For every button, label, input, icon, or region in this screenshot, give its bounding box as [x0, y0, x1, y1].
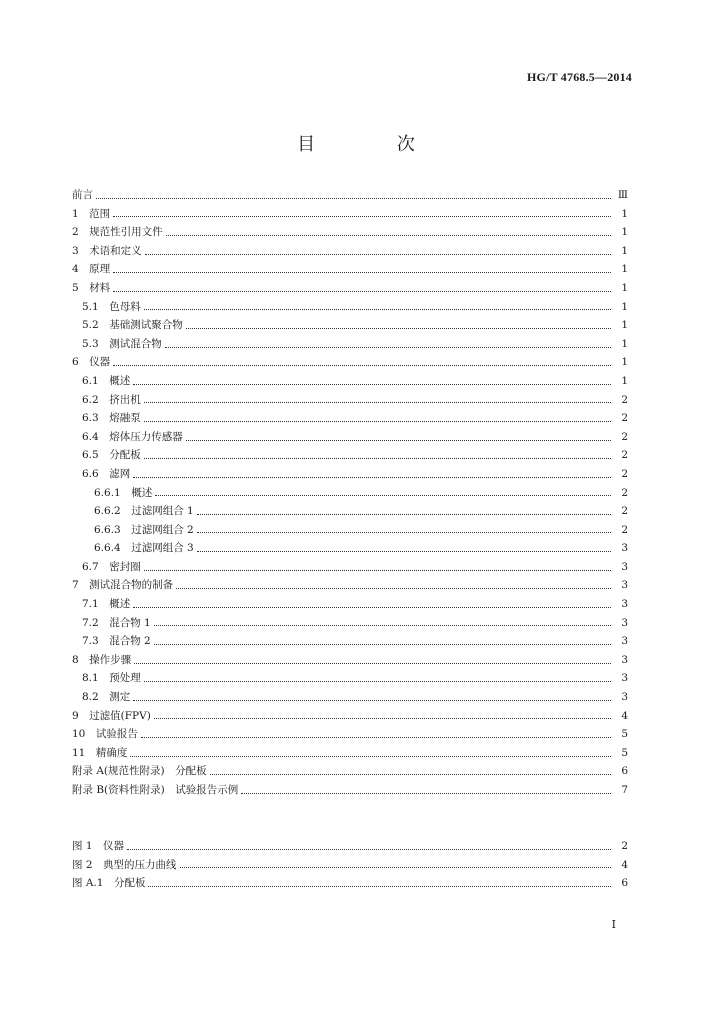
- toc-entry-label: 6.6.4 过滤网组合 3: [94, 542, 194, 555]
- toc-entry-page: 3: [621, 560, 628, 573]
- toc-entry-page: 2: [621, 412, 628, 425]
- toc-entry-page: 6: [621, 765, 628, 778]
- toc-entry-label: 8.2 测定: [82, 691, 131, 704]
- toc-entry[interactable]: [72, 725, 628, 744]
- dot-leader: [96, 198, 611, 199]
- toc-entry[interactable]: [72, 837, 628, 856]
- toc-entry-page: 5: [621, 728, 628, 741]
- toc-entry-label: 6.6.2 过滤网组合 1: [94, 505, 194, 518]
- toc-entry-label: 图 2 典型的压力曲线: [72, 858, 177, 871]
- toc-entry[interactable]: [72, 186, 628, 205]
- dot-leader: [197, 551, 611, 552]
- toc-entry-label: 5.3 测试混合物: [82, 337, 162, 350]
- toc-entry[interactable]: [72, 446, 628, 465]
- toc-entry-label: 6.6.3 过滤网组合 2: [94, 523, 194, 536]
- toc-entry-page: 2: [621, 393, 628, 406]
- toc-entry[interactable]: [72, 614, 628, 633]
- toc-entry[interactable]: [72, 223, 628, 242]
- toc-entry-page: 1: [621, 356, 628, 369]
- toc-entry-page: 2: [621, 523, 628, 536]
- toc-entry-label: 图 1 仪器: [72, 840, 125, 852]
- toc-entry-page: 1: [621, 226, 628, 239]
- toc-entry-label: 8 操作步骤: [72, 653, 132, 666]
- toc-entry-page: 3: [621, 616, 628, 629]
- dot-leader: [145, 254, 611, 255]
- toc-entry[interactable]: [72, 242, 628, 261]
- toc-entry[interactable]: [72, 428, 628, 447]
- toc-entry-page: Ⅲ: [617, 189, 628, 201]
- toc-entry-page: 2: [621, 430, 628, 443]
- toc-entry-page: 1: [621, 374, 628, 387]
- dot-leader: [127, 849, 611, 850]
- toc-entry-label: 3 术语和定义: [72, 244, 142, 257]
- toc-entry[interactable]: [72, 260, 628, 279]
- dot-leader: [210, 774, 611, 775]
- dot-leader: [154, 625, 611, 626]
- toc-entry-label: 6.2 挤出机: [82, 393, 141, 406]
- toc-entry-label: 前言: [72, 189, 93, 201]
- toc-entry[interactable]: [72, 874, 628, 893]
- dot-leader: [148, 886, 611, 887]
- toc-entry[interactable]: [72, 279, 628, 298]
- toc-entry-label: 6.6.1 概述: [94, 486, 153, 499]
- toc-entry-label: 7.3 混合物 2: [82, 635, 151, 648]
- dot-leader: [144, 681, 611, 682]
- toc-entry[interactable]: [72, 856, 628, 875]
- toc-entry-label: 附录 A(规范性附录) 分配板: [72, 765, 207, 778]
- toc-entry-page: 3: [621, 653, 628, 666]
- toc-entry[interactable]: [72, 576, 628, 595]
- dot-leader: [241, 793, 611, 794]
- toc-entry[interactable]: [72, 372, 628, 391]
- toc-entry-page: 3: [621, 691, 628, 704]
- dot-leader: [113, 291, 611, 292]
- toc-entry-label: 6 仪器: [72, 356, 111, 369]
- toc-entry-page: 4: [621, 858, 628, 871]
- toc-entry-label: 11 精确度: [72, 746, 128, 759]
- toc-entry-page: 1: [621, 300, 628, 313]
- toc-entry[interactable]: [72, 669, 628, 688]
- toc-entry-page: 1: [621, 263, 628, 276]
- dot-leader: [197, 514, 611, 515]
- toc-entry-label: 1 范围: [72, 207, 111, 220]
- list-of-figures: [72, 837, 628, 893]
- dot-leader: [154, 718, 611, 719]
- toc-entry-page: 4: [621, 709, 628, 722]
- toc-entry[interactable]: [72, 521, 628, 540]
- toc-entry-page: 3: [621, 672, 628, 685]
- toc-entry[interactable]: [72, 744, 628, 763]
- dot-leader: [144, 402, 611, 403]
- dot-leader: [154, 644, 611, 645]
- dot-leader: [165, 347, 611, 348]
- dot-leader: [133, 477, 611, 478]
- toc-entry-label: 5.2 基础测试聚合物: [82, 319, 183, 332]
- toc-entry[interactable]: [72, 316, 628, 335]
- dot-leader: [186, 440, 611, 441]
- toc-entry-page: 2: [621, 486, 628, 499]
- toc-entry-label: 9 过滤值(FPV): [72, 709, 151, 722]
- toc-entry-label: 6.6 滤网: [82, 467, 131, 480]
- toc-entry-page: 1: [621, 319, 628, 332]
- dot-leader: [113, 272, 611, 273]
- toc-entry-label: 10 试验报告: [72, 728, 138, 741]
- toc-entry[interactable]: [72, 502, 628, 521]
- toc-entry[interactable]: [72, 298, 628, 317]
- toc-entry-page: 2: [621, 505, 628, 518]
- toc-entry-label: 6.5 分配板: [82, 449, 141, 462]
- toc-entry[interactable]: [72, 558, 628, 577]
- toc-entry[interactable]: [72, 762, 628, 781]
- toc-entry-label: 5.1 色母料: [82, 300, 141, 313]
- toc-entry-label: 5 材料: [72, 281, 111, 294]
- toc-entry-label: 6.3 熔融泵: [82, 412, 141, 425]
- toc-entry-label: 4 原理: [72, 263, 111, 276]
- toc-entry-page: 2: [621, 449, 628, 462]
- toc-entry[interactable]: [72, 391, 628, 410]
- toc-entry-label: 7 测试混合物的制备: [72, 579, 174, 592]
- toc-entry[interactable]: [72, 465, 628, 484]
- toc-entry[interactable]: [72, 484, 628, 503]
- dot-leader: [133, 700, 611, 701]
- dot-leader: [133, 384, 611, 385]
- toc-entry-page: 1: [621, 207, 628, 220]
- toc-entry-page: 3: [621, 635, 628, 648]
- toc-entry-label: 8.1 预处理: [82, 672, 141, 685]
- standard-code: HG/T 4768.5—2014: [527, 70, 632, 84]
- toc-entry-label: 2 规范性引用文件: [72, 226, 163, 239]
- toc-entry[interactable]: [72, 539, 628, 558]
- toc-entry-label: 6.7 密封圈: [82, 560, 141, 573]
- toc-entry[interactable]: [72, 688, 628, 707]
- toc-entry-label: 附录 B(资料性附录) 试验报告示例: [72, 784, 239, 796]
- toc-entry-label: 7.1 概述: [82, 598, 131, 611]
- page-number: I: [611, 918, 616, 931]
- dot-leader: [113, 216, 611, 217]
- toc-entry[interactable]: [72, 409, 628, 428]
- toc-entry-page: 1: [621, 337, 628, 350]
- toc-entry-page: 1: [621, 281, 628, 294]
- toc-entry-label: 6.4 熔体压力传感器: [82, 430, 183, 443]
- toc-entry[interactable]: [72, 595, 628, 614]
- toc-entry[interactable]: [72, 353, 628, 372]
- dot-leader: [186, 328, 611, 329]
- toc-entry-page: 3: [621, 579, 628, 592]
- dot-leader: [180, 867, 611, 868]
- toc-entry-page: 2: [621, 840, 628, 852]
- dot-leader: [144, 309, 611, 310]
- toc-entry[interactable]: [72, 781, 628, 800]
- toc-entry[interactable]: [72, 335, 628, 354]
- dot-leader: [134, 663, 611, 664]
- toc-entry[interactable]: [72, 632, 628, 651]
- toc-entry[interactable]: [72, 205, 628, 224]
- dot-leader: [166, 235, 611, 236]
- dot-leader: [144, 570, 611, 571]
- toc-entry-page: 7: [621, 784, 628, 796]
- toc-entry-label: 7.2 混合物 1: [82, 616, 151, 629]
- toc-entry-page: 3: [621, 542, 628, 555]
- dot-leader: [197, 532, 611, 533]
- dot-leader: [141, 737, 611, 738]
- table-of-contents: [72, 186, 628, 800]
- toc-entry-page: 5: [621, 746, 628, 759]
- toc-entry-label: 6.1 概述: [82, 374, 131, 387]
- toc-entry-page: 1: [621, 244, 628, 257]
- toc-entry[interactable]: [72, 707, 628, 726]
- toc-entry-label: 图 A.1 分配板: [72, 877, 146, 890]
- toc-entry-page: 6: [621, 877, 628, 890]
- dot-leader: [144, 421, 611, 422]
- toc-entry-page: 2: [621, 467, 628, 480]
- dot-leader: [113, 365, 611, 366]
- dot-leader: [144, 458, 611, 459]
- toc-entry[interactable]: [72, 651, 628, 670]
- dot-leader: [133, 607, 611, 608]
- dot-leader: [176, 588, 611, 589]
- page-title: 目 次: [297, 134, 453, 155]
- dot-leader: [130, 756, 611, 757]
- dot-leader: [155, 495, 611, 496]
- toc-entry-page: 3: [621, 598, 628, 611]
